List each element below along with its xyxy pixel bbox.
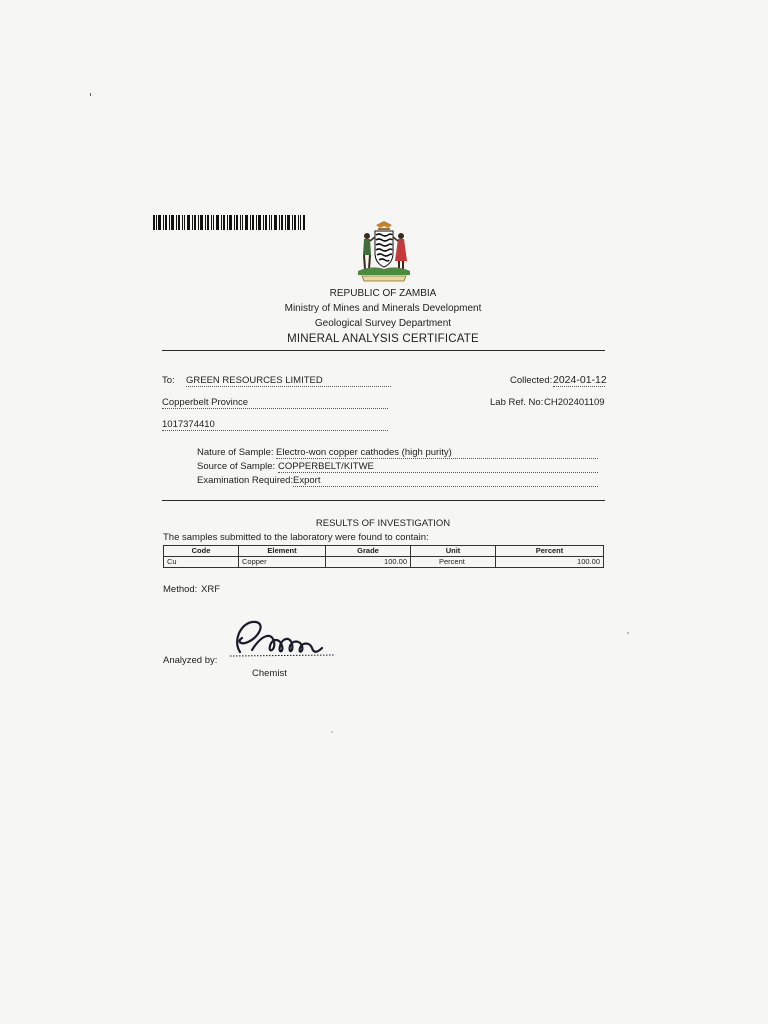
lab-ref-value: CH202401109	[544, 397, 605, 408]
exam-line	[293, 486, 598, 487]
method-value: XRF	[201, 584, 220, 595]
nature-line	[276, 458, 598, 459]
column-header-percent: Percent	[496, 546, 604, 557]
results-title: RESULTS OF INVESTIGATION	[315, 518, 451, 529]
country-name: REPUBLIC OF ZAMBIA	[329, 288, 437, 299]
recipient-number-line	[162, 430, 388, 431]
column-header-element: Element	[239, 546, 326, 557]
ministry-name: Ministry of Mines and Minerals Development	[284, 303, 482, 314]
column-header-unit: Unit	[411, 546, 496, 557]
source-label: Source of Sample:	[197, 461, 276, 472]
nature-value: Electro-won copper cathodes (high purity)	[276, 447, 452, 458]
results-header-row	[164, 546, 604, 557]
cell-unit: Percent	[411, 557, 496, 568]
cell-percent: 100.00	[496, 557, 604, 568]
collected-date: 2024-01-12	[553, 374, 607, 386]
nature-label: Nature of Sample:	[197, 447, 274, 458]
method-label: Method:	[163, 584, 198, 595]
cell-grade: 100.00	[326, 557, 411, 568]
to-label: To:	[162, 375, 175, 386]
chemist-role: Chemist	[252, 668, 287, 679]
table-row	[164, 557, 604, 568]
source-value: COPPERBELT/KITWE	[278, 461, 374, 472]
collected-label: Collected:	[510, 375, 553, 386]
department-name: Geological Survey Department	[314, 318, 452, 329]
exam-value: Export	[293, 475, 321, 486]
certificate-title: MINERAL ANALYSIS CERTIFICATE	[287, 333, 479, 345]
source-line	[278, 472, 598, 473]
scan-speck	[90, 93, 91, 96]
cell-code: Cu	[164, 557, 239, 568]
recipient-name: GREEN RESOURCES LIMITED	[186, 375, 323, 386]
results-intro: The samples submitted to the laboratory were found to contain:	[163, 532, 429, 543]
recipient-province: Copperbelt Province	[162, 397, 249, 408]
column-header-code: Code	[164, 546, 239, 557]
collected-date-line	[553, 386, 605, 387]
barcode-icon	[153, 215, 305, 230]
recipient-province-line	[162, 408, 388, 409]
section-divider	[162, 500, 605, 501]
cell-element: Copper	[239, 557, 326, 568]
results-table	[163, 545, 604, 568]
header-divider	[162, 350, 605, 351]
analyzed-by-label: Analyzed by:	[163, 655, 218, 666]
recipient-name-line	[186, 386, 391, 387]
lab-ref-label: Lab Ref. No:	[490, 397, 544, 408]
coat-of-arms-icon	[352, 219, 416, 283]
signature-icon	[222, 612, 342, 664]
scan-speck	[627, 632, 629, 634]
scan-speck	[331, 731, 333, 733]
exam-label: Examination Required:	[197, 475, 294, 486]
recipient-number: 1017374410	[162, 419, 215, 430]
column-header-grade: Grade	[326, 546, 411, 557]
